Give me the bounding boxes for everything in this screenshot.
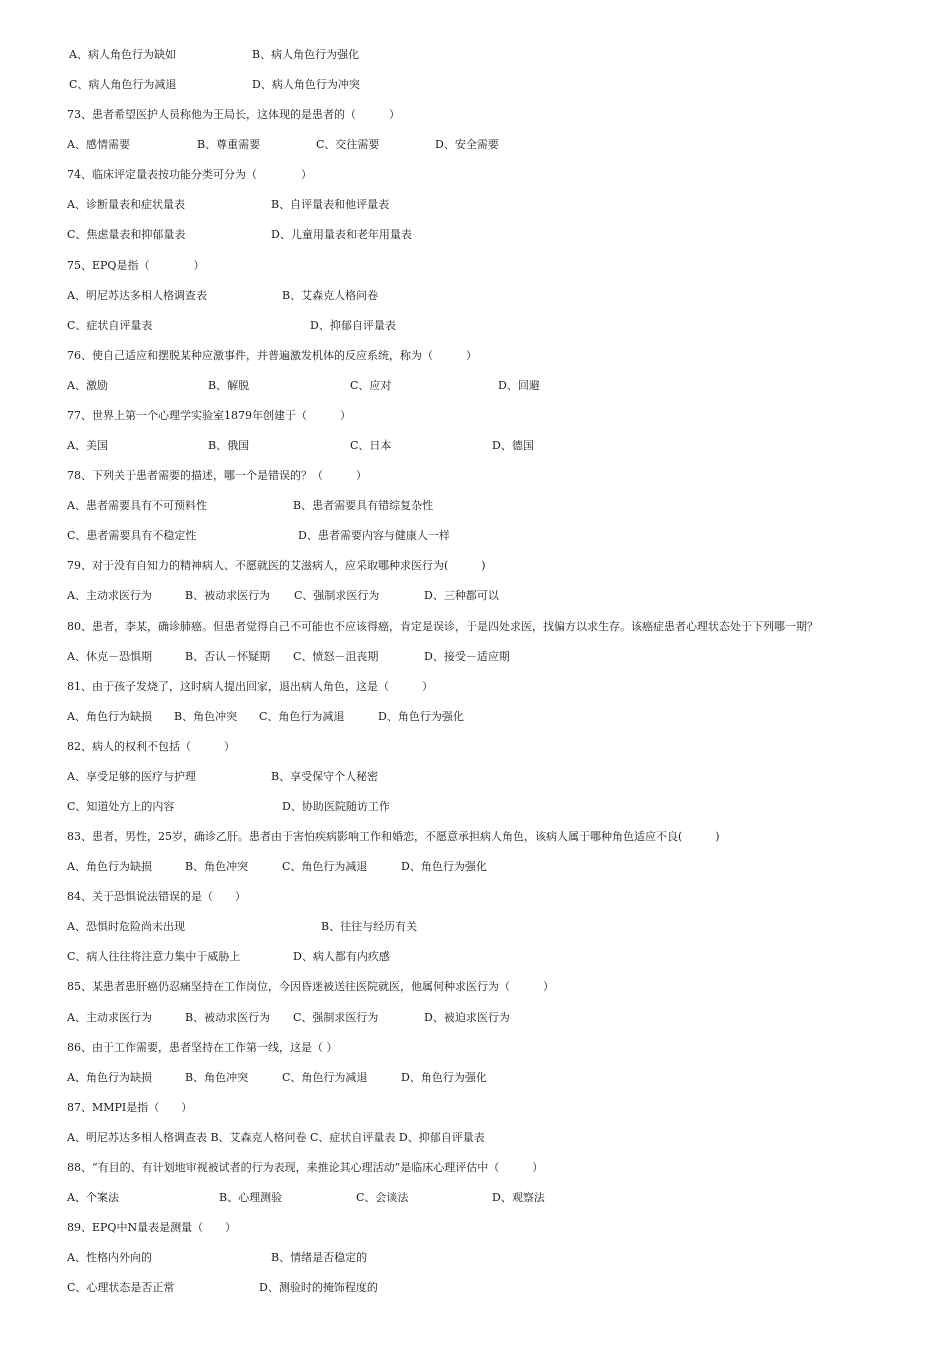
answer-option: A、感情需要 [67, 138, 130, 151]
answer-option: C、病人角色行为减退 [69, 78, 177, 91]
question-stem: 82、病人的权利不包括（ ） [67, 740, 235, 753]
answer-option: C、愤怒－沮丧期 [293, 650, 379, 663]
question-stem: 75、EPQ是指（ ） [67, 259, 205, 272]
answer-option: A、享受足够的医疗与护理 [67, 770, 196, 783]
answer-option: D、接受－适应期 [424, 650, 510, 663]
answer-option: D、病人都有内疚感 [293, 950, 390, 963]
answer-option: A、角色行为缺损 [67, 710, 152, 723]
answer-option: B、被动求医行为 [185, 1011, 271, 1024]
question-stem: 76、使自己适应和摆脱某种应激事件，并普遍激发机体的反应系统，称为（ ） [67, 349, 477, 362]
answer-option: D、患者需要内容与健康人一样 [298, 529, 450, 542]
answer-option: D、测验时的掩饰程度的 [259, 1281, 378, 1294]
answer-option: D、角色行为强化 [378, 710, 464, 723]
answer-option: C、交往需要 [316, 138, 380, 151]
answer-option: D、安全需要 [435, 138, 499, 151]
answer-option: D、角色行为强化 [401, 860, 487, 873]
question-stem: 85、某患者患肝癌仍忍痛坚持在工作岗位，今因昏迷被送往医院就医，他属何种求医行为（ ） [67, 980, 554, 993]
answer-option: A、明尼苏达多相人格调查表 B、艾森克人格问卷 C、症状自评量表 D、抑郁自评量表 [67, 1131, 485, 1144]
answer-option: B、角色冲突 [174, 710, 238, 723]
answer-option: C、日本 [350, 439, 392, 452]
answer-option: C、角色行为减退 [259, 710, 345, 723]
answer-option: A、主动求医行为 [67, 589, 152, 602]
answer-option: D、病人角色行为冲突 [252, 78, 360, 91]
question-stem: 87、MMPI是指（ ） [67, 1101, 193, 1114]
question-stem: 80、患者，李某，确诊肺癌。但患者觉得自己不可能也不应该得癌，肯定是误诊，于是四处求医，找偏方以求生存。该癌症患者心理状态处于下列哪一期？ [67, 620, 818, 633]
answer-option: C、患者需要具有不稳定性 [67, 529, 197, 542]
answer-option: B、解脱 [208, 379, 250, 392]
answer-option: C、病人往往将注意力集中于威胁上 [67, 950, 241, 963]
answer-option: A、病人角色行为缺如 [69, 48, 176, 61]
answer-option: A、休克－恐惧期 [67, 650, 152, 663]
question-stem: 78、下列关于患者需要的描述，哪一个是错误的？（ ） [67, 469, 367, 482]
question-stem: 88、“有目的、有计划地审视被试者的行为表现，来推论其心理活动”是临床心理评估中（ ） [67, 1161, 544, 1174]
answer-option: A、激励 [67, 379, 108, 392]
answer-option: B、否认－怀疑期 [185, 650, 271, 663]
question-stem: 79、对于没有自知力的精神病人、不愿就医的艾滋病人，应采取哪种求医行为( ) [67, 559, 486, 572]
answer-option: A、角色行为缺损 [67, 1071, 152, 1084]
answer-option: D、回避 [498, 379, 540, 392]
answer-option: D、观察法 [492, 1191, 545, 1204]
answer-option: A、性格内外向的 [67, 1251, 152, 1264]
answer-option: C、强制求医行为 [294, 589, 380, 602]
answer-option: B、角色冲突 [185, 860, 249, 873]
question-stem: 89、EPQ中N量表是测量（ ） [67, 1221, 237, 1234]
answer-option: A、个案法 [67, 1191, 119, 1204]
answer-option: D、德国 [492, 439, 534, 452]
answer-option: D、被迫求医行为 [424, 1011, 510, 1024]
answer-option: A、诊断量表和症状量表 [67, 198, 185, 211]
answer-option: C、心理状态是否正常 [67, 1281, 175, 1294]
answer-option: B、享受保守个人秘密 [271, 770, 379, 783]
answer-option: C、强制求医行为 [293, 1011, 379, 1024]
answer-option: C、会谈法 [356, 1191, 409, 1204]
answer-option: B、艾森克人格问卷 [282, 289, 379, 302]
answer-option: C、应对 [350, 379, 392, 392]
answer-option: A、角色行为缺损 [67, 860, 152, 873]
answer-option: B、患者需要具有错综复杂性 [293, 499, 434, 512]
answer-option: B、往往与经历有关 [321, 920, 418, 933]
answer-option: D、角色行为强化 [401, 1071, 487, 1084]
question-stem: 77、世界上第一个心理学实验室1879年创建于（ ） [67, 409, 351, 422]
answer-option: A、明尼苏达多相人格调查表 [67, 289, 207, 302]
answer-option: D、三种都可以 [424, 589, 499, 602]
answer-option: A、美国 [67, 439, 108, 452]
answer-option: B、自评量表和他评量表 [271, 198, 390, 211]
answer-option: B、角色冲突 [185, 1071, 249, 1084]
answer-option: C、焦虑量表和抑郁量表 [67, 228, 186, 241]
question-stem: 83、患者，男性，25岁，确诊乙肝。患者由于害怕疾病影响工作和婚恋，不愿意承担病人角色，该病人属于哪种角色适应不良( ) [67, 830, 720, 843]
answer-option: C、角色行为减退 [282, 1071, 368, 1084]
answer-option: C、症状自评量表 [67, 319, 153, 332]
question-stem: 74、临床评定量表按功能分类可分为（ ） [67, 168, 312, 181]
question-stem: 81、由于孩子发烧了，这时病人提出回家，退出病人角色，这是（ ） [67, 680, 433, 693]
answer-option: D、协助医院随访工作 [282, 800, 390, 813]
answer-option: C、角色行为减退 [282, 860, 368, 873]
answer-option: A、主动求医行为 [67, 1011, 152, 1024]
answer-option: B、心理测验 [219, 1191, 283, 1204]
question-stem: 84、关于恐惧说法错误的是（ ） [67, 890, 246, 903]
answer-option: D、儿童用量表和老年用量表 [271, 228, 412, 241]
answer-option: B、俄国 [208, 439, 250, 452]
answer-option: A、恐惧时危险尚未出现 [67, 920, 185, 933]
answer-option: B、被动求医行为 [185, 589, 271, 602]
answer-option: C、知道处方上的内容 [67, 800, 175, 813]
answer-option: A、患者需要具有不可预料性 [67, 499, 207, 512]
answer-option: B、情绪是否稳定的 [271, 1251, 368, 1264]
answer-option: B、尊重需要 [197, 138, 261, 151]
answer-option: B、病人角色行为强化 [252, 48, 360, 61]
question-stem: 86、由于工作需要，患者坚持在工作第一线，这是（ ） [67, 1041, 338, 1054]
answer-option: D、抑郁自评量表 [310, 319, 396, 332]
question-stem: 73、患者希望医护人员称他为王局长，这体现的是患者的（ ） [67, 108, 400, 121]
